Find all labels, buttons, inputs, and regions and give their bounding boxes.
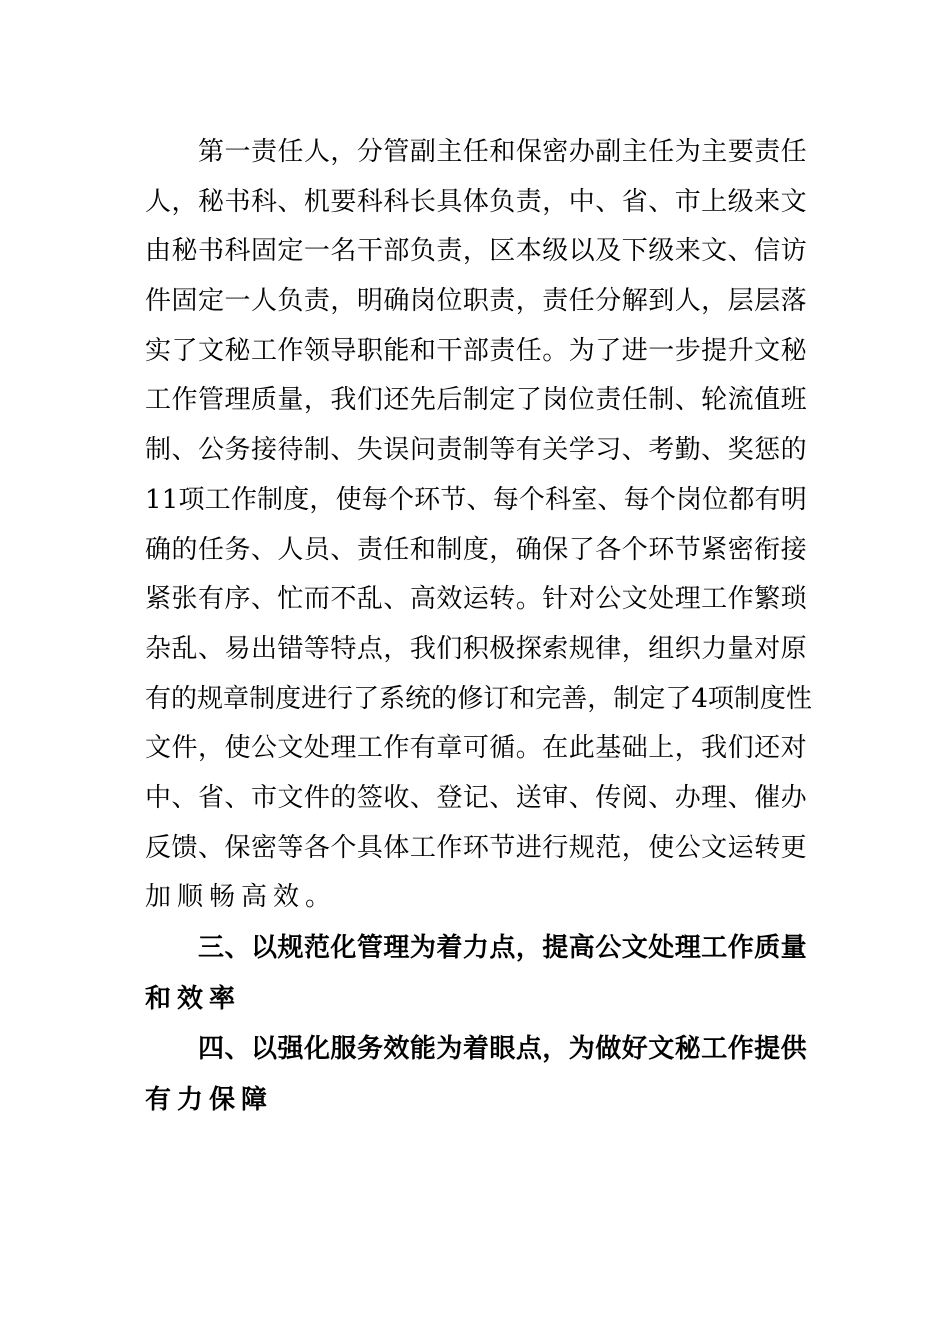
paragraph-line: 有 的 规 章 制 度 进 行 了 系 统 的 修 订 和 完 善 ， 制 定 了 4 项 制 度 性 [145,683,812,714]
section-heading-4-continued: 有力保障 [145,1084,274,1115]
paragraph-line: 实 了 文 秘 工 作 领 导 职 能 和 干 部 责 任 。 为 了 进 一 步 提 升 文 秘 [145,335,807,366]
paragraph-line: 人 ， 秘 书 科 、 机 要 科 科 长 具 体 负 责 ， 中 、 省 、 市 上 级 来 文 [145,186,807,217]
paragraph-line: 由 秘 书 科 固 定 一 名 干 部 负 责 ， 区 本 级 以 及 下 级 来 文 、 信 访 [145,236,807,267]
paragraph-line: 件 固 定 一 人 负 责 ， 明 确 岗 位 职 责 ， 责 任 分 解 到 人 ， 层 层 落 [145,286,807,317]
paragraph-line: 紧 张 有 序 、 忙 而 不 乱 、 高 效 运 转 。 针 对 公 文 处 理 工 作 繁 琐 [145,584,807,615]
paragraph-line: 工 作 管 理 质 量 ， 我 们 还 先 后 制 定 了 岗 位 责 任 制 、 轮 流 值 班 [145,385,807,416]
paragraph-line: 1 1 项 工 作 制 度 ， 使 每 个 环 节 、 每 个 科 室 、 每 个 岗 位 都 有 明 [145,484,807,515]
paragraph-line: 文 件 ， 使 公 文 处 理 工 作 有 章 可 循 。 在 此 基 础 上 ， 我 们 还 对 [145,733,807,764]
paragraph-line: 反 馈 、 保 密 等 各 个 具 体 工 作 环 节 进 行 规 范 ， 使 公 文 运 转 更 [145,832,807,863]
paragraph-line: 制 、 公 务 接 待 制 、 失 误 问 责 制 等 有 关 学 习 、 考 勤 、 奖 惩 的 [145,435,807,466]
paragraph-line: 第 一 责 任 人 ， 分 管 副 主 任 和 保 密 办 副 主 任 为 主 要 责 任 [198,137,807,167]
paragraph-line: 加顺畅高效。 [145,882,338,913]
paragraph-line: 杂 乱 、 易 出 错 等 特 点 ， 我 们 积 极 探 索 规 律 ， 组 织 力 量 对 原 [145,633,807,664]
section-heading-4: 四 、 以 强 化 服 务 效 能 为 着 眼 点 ， 为 做 好 文 秘 工 作 提 供 [198,1034,807,1064]
paragraph-line: 确 的 任 务 、 人 员 、 责 任 和 制 度 ， 确 保 了 各 个 环 节 紧 密 衔 接 [145,534,807,565]
paragraph-line: 中 、 省 、 市 文 件 的 签 收 、 登 记 、 送 审 、 传 阅 、 办 理 、 催 办 [145,782,807,813]
document-body [145,128,812,1125]
section-heading-3: 三 、 以 规 范 化 管 理 为 着 力 点 ， 提 高 公 文 处 理 工 作 质 量 [198,933,807,963]
section-heading-3-continued: 和效率 [145,983,242,1014]
